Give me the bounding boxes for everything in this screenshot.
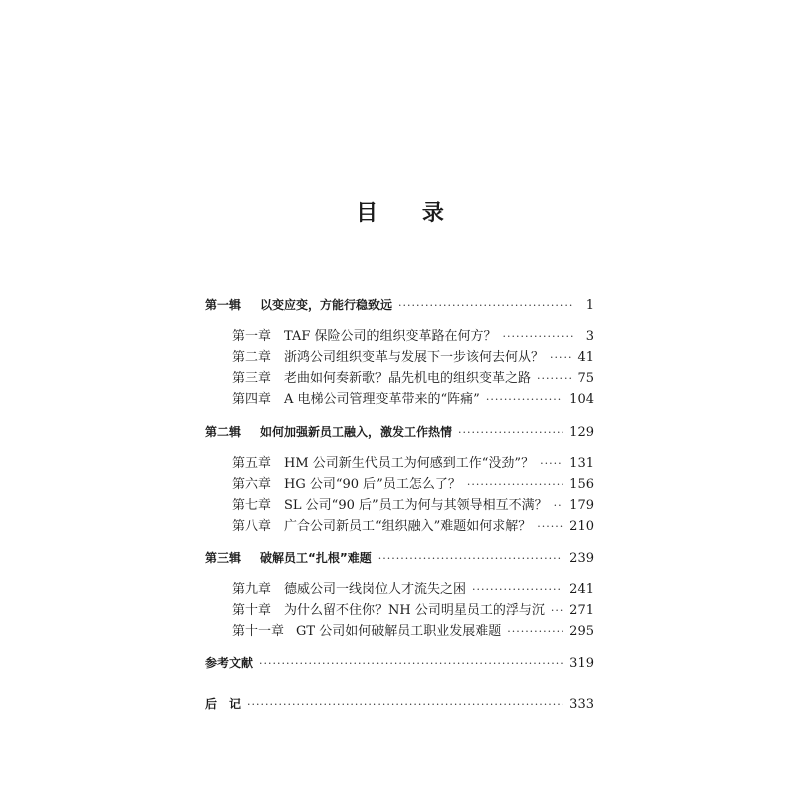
chapter-number: 第二章	[232, 350, 272, 365]
part-number: 第二辑	[205, 425, 242, 439]
page-number: 210	[569, 519, 594, 534]
dot-leader	[259, 655, 563, 673]
toc-part-2[interactable]	[205, 423, 594, 441]
toc-chapter-10[interactable]	[232, 602, 594, 620]
page-number: 129	[569, 425, 594, 440]
page-number: 104	[569, 392, 594, 407]
part-number: 第一辑	[205, 298, 242, 312]
dot-leader	[398, 297, 574, 315]
chapter-number: 第三章	[232, 371, 272, 386]
dot-leader	[378, 550, 563, 568]
page-number: 295	[569, 624, 594, 639]
dot-leader	[550, 349, 571, 367]
chapter-title: HG 公司“90 后”员工怎么了？	[284, 477, 461, 492]
chapter-number: 第四章	[232, 392, 272, 407]
dot-leader	[551, 602, 563, 620]
part-title: 破解员工“扎根”难题	[260, 551, 372, 565]
toc-chapter-4[interactable]	[232, 391, 594, 409]
chapter-title: TAF 保险公司的组织变革路在何方？	[284, 329, 497, 344]
dot-leader	[540, 455, 563, 473]
chapter-number: 第五章	[232, 456, 272, 471]
dot-leader	[537, 518, 563, 536]
chapter-title: 德威公司一线岗位人才流失之困	[284, 582, 467, 597]
page-number: 241	[569, 582, 594, 597]
toc-chapter-8[interactable]	[232, 518, 594, 536]
chapter-number: 第八章	[232, 519, 272, 534]
chapter-title: 为什么留不住你？NH 公司明星员工的浮与沉	[284, 603, 545, 618]
page-number: 156	[569, 477, 594, 492]
dot-leader	[467, 476, 563, 494]
chapter-number: 第七章	[232, 498, 272, 513]
dot-leader	[486, 391, 563, 409]
toc-chapter-1[interactable]	[232, 328, 594, 346]
chapter-title: 广合公司新员工“组织融入”难题如何求解？	[284, 519, 532, 534]
page-number: 75	[577, 371, 594, 386]
chapter-title: 老曲如何奏新歌？晶先机电的组织变革之路	[284, 371, 532, 386]
part-title: 如何加强新员工融入，激发工作热情	[260, 425, 453, 439]
toc-chapter-2[interactable]	[232, 349, 594, 367]
toc-part-1[interactable]	[205, 296, 594, 314]
toc-chapter-5[interactable]	[232, 455, 594, 473]
chapter-title: HM 公司新生代员工为何感到工作“没劲”？	[284, 456, 535, 471]
dot-leader	[503, 328, 574, 346]
page-number: 239	[569, 551, 594, 566]
part-number: 第三辑	[205, 551, 242, 565]
chapter-number: 第十一章	[232, 624, 285, 639]
toc-postscript[interactable]	[205, 695, 594, 713]
toc-chapter-3[interactable]	[232, 370, 594, 388]
postscript-label: 后 记	[205, 697, 242, 711]
chapter-number: 第六章	[232, 477, 272, 492]
chapter-number: 第一章	[232, 329, 272, 344]
dot-leader	[537, 370, 571, 388]
references-label: 参考文献	[205, 656, 254, 670]
toc-chapter-6[interactable]	[232, 476, 594, 494]
chapter-title: A 电梯公司管理变革带来的“阵痛”	[284, 392, 480, 407]
toc-part-3[interactable]	[205, 549, 594, 567]
toc-chapter-9[interactable]	[232, 581, 594, 599]
dot-leader	[247, 696, 563, 714]
page-title: 目 录	[356, 200, 462, 226]
chapter-title: 浙鸿公司组织变革与发展下一步该何去何从？	[284, 350, 545, 365]
page-number: 41	[577, 350, 594, 365]
chapter-title: GT 公司如何破解员工职业发展难题	[296, 624, 502, 639]
dot-leader	[458, 424, 563, 442]
page-number: 1	[585, 298, 594, 313]
page-number: 271	[569, 603, 594, 618]
page-number: 319	[569, 656, 594, 671]
dot-leader	[507, 623, 563, 641]
part-title: 以变应变，方能行稳致远	[260, 298, 393, 312]
toc-references[interactable]	[205, 654, 594, 672]
page-number: 131	[569, 456, 594, 471]
dot-leader	[554, 497, 564, 515]
chapter-number: 第九章	[232, 582, 272, 597]
chapter-title: SL 公司“90 后”员工为何与其领导相互不满？	[284, 498, 548, 513]
page-number: 179	[569, 498, 594, 513]
dot-leader	[472, 581, 563, 599]
toc-chapter-11[interactable]	[232, 623, 594, 641]
chapter-number: 第十章	[232, 603, 272, 618]
toc-chapter-7[interactable]	[232, 497, 594, 515]
page-number: 3	[585, 329, 594, 344]
page-number: 333	[569, 697, 594, 712]
